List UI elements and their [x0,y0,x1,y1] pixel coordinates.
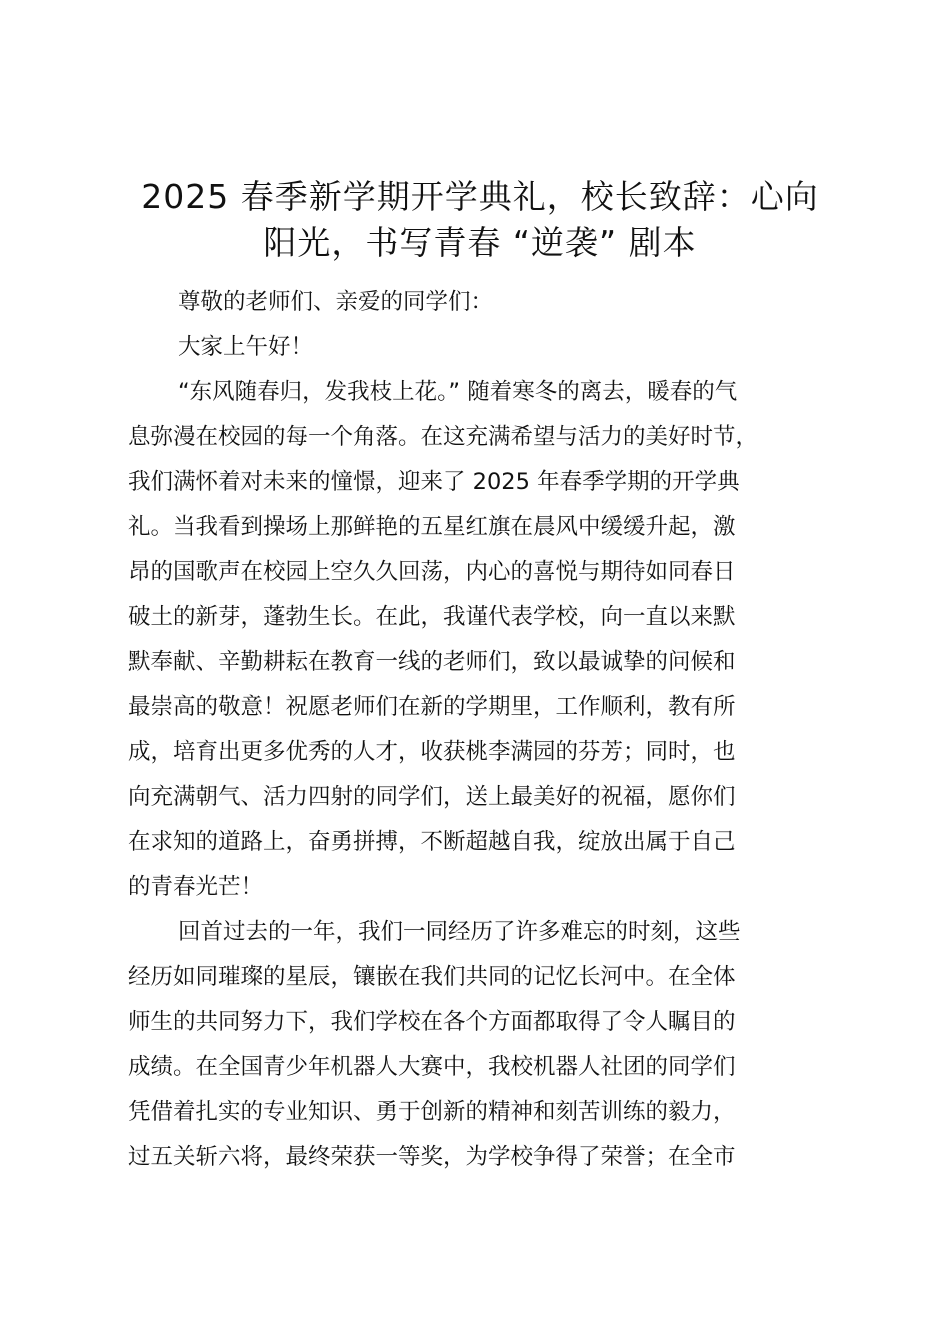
paragraph-line: 昂的国歌声在校园上空久久回荡，内心的喜悦与期待如同春日 [128,559,736,585]
paragraph-line: 在求知的道路上，奋勇拼搏，不断超越自我，绽放出属于自己 [128,829,736,855]
document-title [110,174,850,266]
title-line: 2025 春季新学期开学典礼，校长致辞：心向 [141,177,819,216]
document-body [128,280,838,1180]
paragraph-line: “东风随春归，发我枝上花。” 随着寒冬的离去，暖春的气 [178,379,738,405]
paragraph-line: 默奉献、辛勤耕耘在教育一线的老师们，致以最诚挚的问候和 [128,649,736,675]
salutation-line: 尊敬的老师们、亲爱的同学们： [178,289,494,315]
paragraph-line: 最崇高的敬意！祝愿老师们在新的学期里，工作顺利，教有所 [128,694,736,720]
paragraph-line: 回首过去的一年，我们一同经历了许多难忘的时刻，这些 [178,919,741,945]
paragraph-line: 的青春光芒！ [128,874,264,900]
paragraph-line: 经历如同璀璨的星辰，镶嵌在我们共同的记忆长河中。在全体 [128,964,736,990]
paragraph-line: 破土的新芽，蓬勃生长。在此，我谨代表学校，向一直以来默 [128,604,736,630]
title-line: 阳光，书写青春 “逆袭” 剧本 [263,223,697,262]
paragraph-line: 向充满朝气、活力四射的同学们，送上最美好的祝福，愿你们 [128,784,736,810]
paragraph-line: 我们满怀着对未来的憧憬，迎来了 2025 年春季学期的开学典 [128,469,740,495]
paragraph-line: 凭借着扎实的专业知识、勇于创新的精神和刻苦训练的毅力， [128,1099,736,1125]
paragraph-line: 礼。当我看到操场上那鲜艳的五星红旗在晨风中缓缓升起，激 [128,514,736,540]
greeting-line: 大家上午好！ [178,334,314,360]
paragraph-line: 息弥漫在校园的每一个角落。在这充满希望与活力的美好时节， [128,424,759,450]
paragraph-line: 成，培育出更多优秀的人才，收获桃李满园的芬芳；同时，也 [128,739,736,765]
paragraph-line: 师生的共同努力下，我们学校在各个方面都取得了令人瞩目的 [128,1009,736,1035]
paragraph-line: 成绩。在全国青少年机器人大赛中，我校机器人社团的同学们 [128,1054,736,1080]
paragraph-line: 过五关斩六将，最终荣获一等奖，为学校争得了荣誉；在全市 [128,1144,736,1170]
